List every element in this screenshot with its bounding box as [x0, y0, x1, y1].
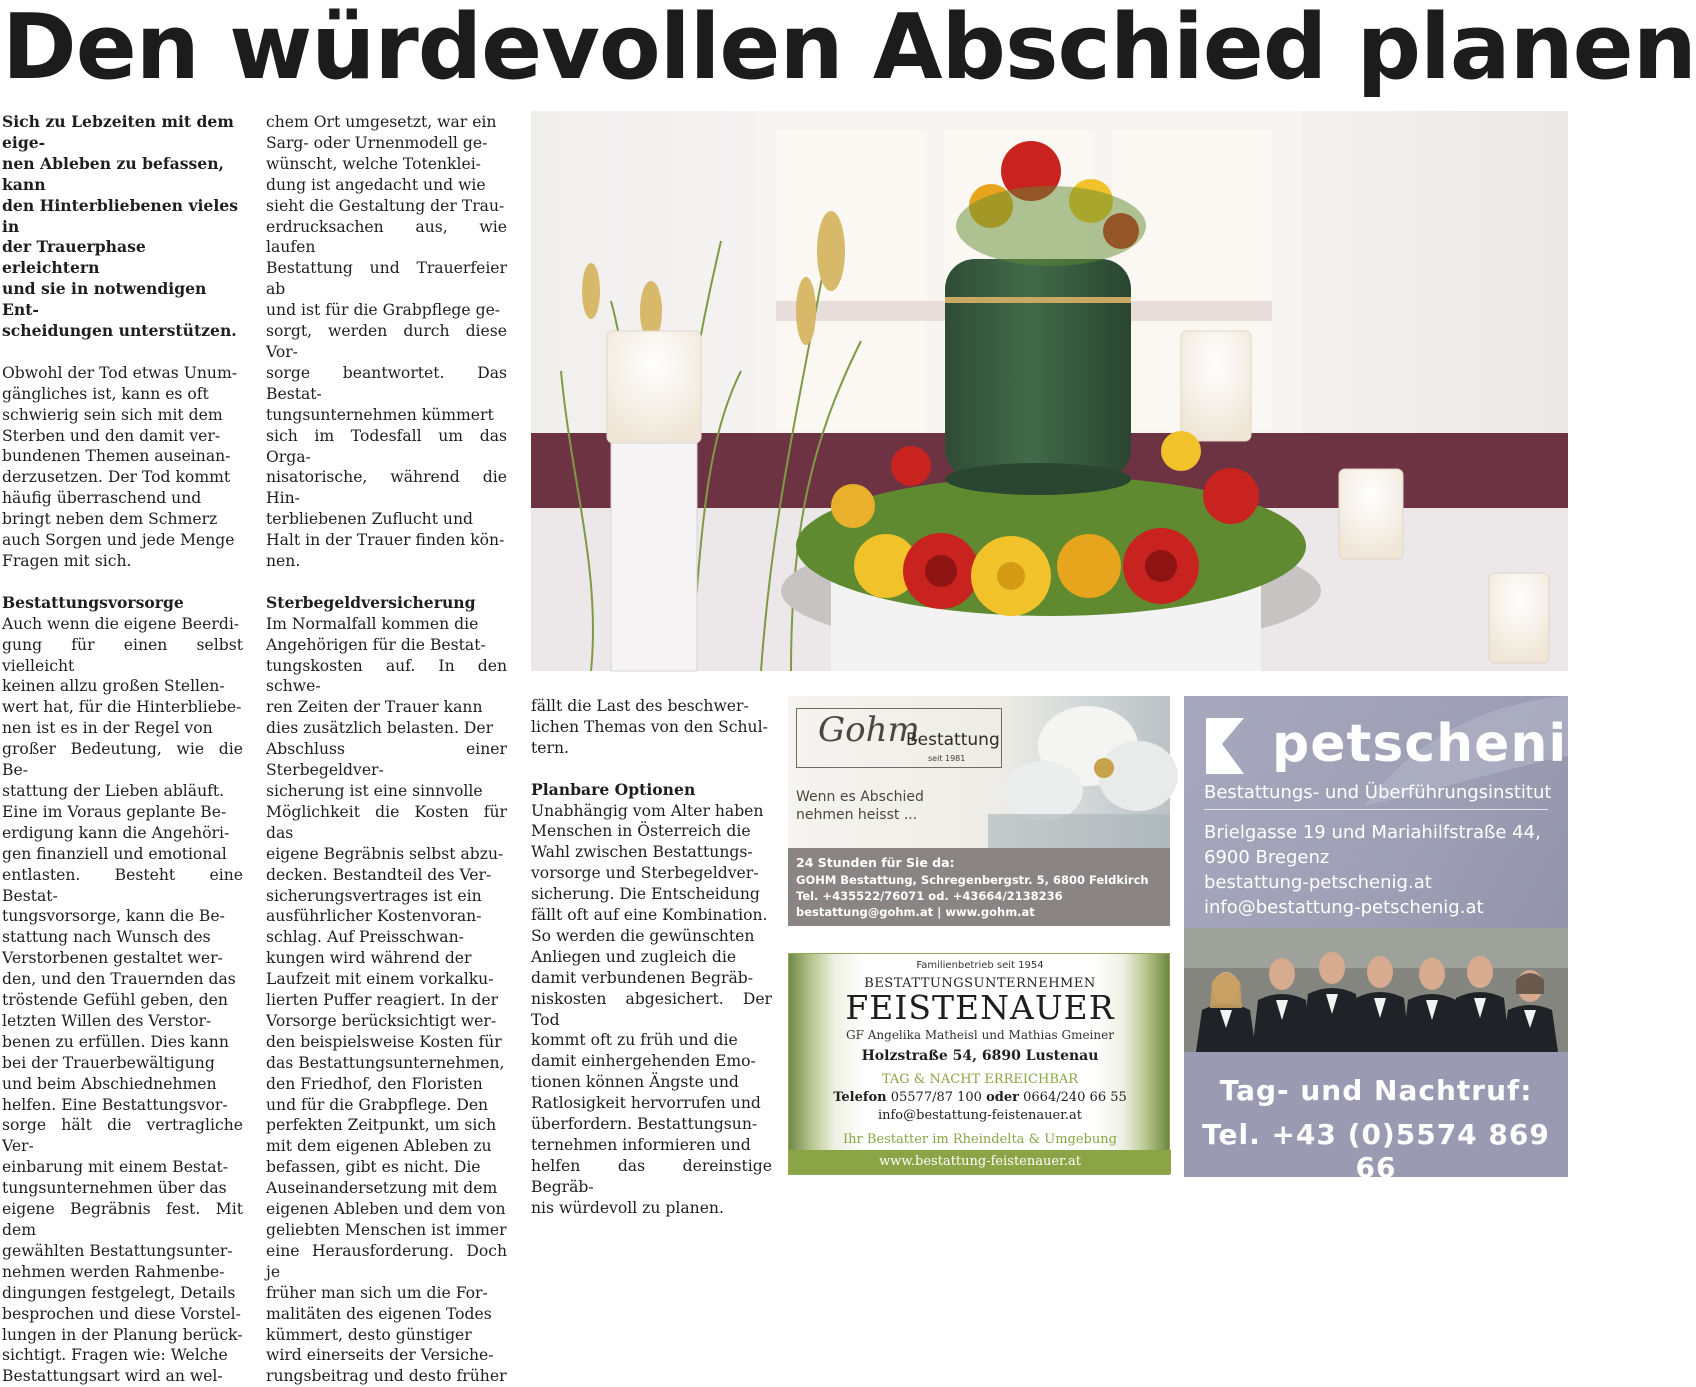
gohm-contact-heading: 24 Stunden für Sie da: — [796, 855, 955, 870]
gohm-since: seit 1981 — [928, 754, 966, 763]
text-line: Eine im Voraus geplante Be- — [2, 802, 227, 821]
text-line: Auseinandersetzung mit dem — [266, 1179, 498, 1198]
text-line: Möglichkeit die Kosten für das — [266, 802, 507, 842]
text-line: gung für einen selbst vielleicht — [2, 635, 243, 675]
text-line: dies zusätzlich belasten. Der — [266, 719, 494, 738]
text-line: ternehmen informieren und — [531, 1136, 751, 1155]
text-line: Brielgasse 19 und Mariahilfstraße 44, — [1204, 822, 1541, 843]
gohm-logo: Gohm — [818, 710, 920, 750]
petschenig-footer — [1184, 1052, 1568, 1184]
text-line: eine Herausforderung. Doch je — [266, 1241, 507, 1281]
text-line: überfordern. Bestattungsun- — [531, 1115, 758, 1134]
text-line: geliebten Menschen ist immer — [266, 1221, 507, 1240]
urn-flower-photo — [531, 111, 1568, 671]
text-line: stattung nach Wunsch des — [2, 928, 211, 947]
gohm-header — [788, 696, 1170, 848]
article-paragraph — [531, 696, 772, 759]
feist-web: www.bestattung-feistenauer.at — [789, 1150, 1171, 1174]
article-paragraph — [531, 801, 772, 1219]
text-line: lichen Themas von den Schul- — [531, 717, 768, 736]
text-line: Im Normalfall kommen die — [266, 614, 479, 633]
text-line: Anliegen und zugleich die — [531, 947, 737, 966]
text-line: ren Zeiten der Trauer kann — [266, 698, 483, 717]
text-line: sorgt, werden durch diese Vor- — [266, 322, 507, 361]
text-line: befassen, gibt es nicht. Die — [266, 1158, 481, 1177]
text-line: gen finanziell und emotional — [2, 844, 227, 863]
text-line: sicherungsvertrages ist ein — [266, 886, 482, 905]
text-line: großer Bedeutung, wie die Be- — [2, 740, 243, 780]
article-lead — [2, 112, 243, 342]
text-line: sieht die Gestaltung der Trau- — [266, 196, 505, 215]
feist-phone-2: 0664/240 66 55 — [1023, 1090, 1127, 1105]
text-line: wert hat, für die Hinterbliebe- — [2, 698, 242, 717]
text-line: dung ist angedacht und wie — [266, 175, 486, 194]
petschenig-call-label: Tag- und Nachtruf: — [1219, 1074, 1533, 1107]
text-line: nen ist es in der Regel von — [2, 719, 213, 738]
text-line: chem Ort umgesetzt, war ein — [266, 113, 497, 131]
text-line: tungskosten auf. In den schwe- — [266, 656, 507, 696]
text-line: helfen. Eine Bestattungsvor- — [2, 1095, 228, 1114]
text-line: Auch wenn die eigene Beerdi- — [2, 614, 240, 633]
text-line: und sie in notwendigen Ent- — [2, 279, 207, 320]
text-line: sorge hält die vertragliche Ver- — [2, 1116, 243, 1156]
text-line: den, und den Trauernden das — [2, 970, 236, 989]
text-line: damit einhergehenden Emo- — [531, 1052, 756, 1071]
text-line: Laufzeit mit einem vorkalku- — [266, 970, 494, 989]
text-line: und beim Abschiednehmen — [2, 1074, 217, 1093]
text-line: wünscht, welche Totenklei- — [266, 154, 481, 173]
text-line: tungsunternehmen über das — [2, 1179, 227, 1198]
text-line: nen. — [266, 552, 301, 571]
text-line: So werden die gewünschten — [531, 926, 755, 945]
text-line: und für die Grabpflege. Den — [266, 1095, 489, 1114]
feist-gf: GF Angelika Matheisl und Mathias Gmeiner — [846, 1028, 1114, 1042]
text-line: den Friedhof, den Floristen — [266, 1074, 483, 1093]
text-line: Fragen mit sich. — [2, 552, 132, 571]
feist-address: Holzstraße 54, 6890 Lustenau — [861, 1048, 1099, 1064]
text-line: nis würdevoll zu planen. — [531, 1198, 724, 1217]
text-line: Angehörigen für die Bestat- — [266, 635, 486, 654]
text-line: Halt in der Trauer finden kön- — [266, 531, 505, 550]
text-line: fällt oft auf eine Kombination. — [531, 906, 768, 925]
text-line: erdrucksachen aus, wie laufen — [266, 217, 507, 257]
text-line: stattung der Lieben abläuft. — [2, 781, 225, 800]
gohm-web: bestattung@gohm.at | www.gohm.at — [796, 905, 1035, 919]
text-line: sichtigt. Fragen wie: Welche — [2, 1346, 228, 1365]
petschenig-header — [1184, 696, 1606, 928]
text-line: niskosten abgesichert. Der Tod — [531, 989, 772, 1029]
text-line: Sarg- oder Urnenmodell ge- — [266, 133, 488, 152]
gohm-address: GOHM Bestattung, Schregenbergstr. 5, 6800 Feldkirch — [796, 873, 1149, 887]
petschenig-logo: petschenig — [1272, 714, 1606, 774]
text-line: entlasten. Besteht eine Bestat- — [2, 865, 243, 905]
text-line: kümmert, desto günstiger — [266, 1325, 472, 1344]
text-line: benen zu erfüllen. Dies kann — [2, 1032, 229, 1051]
text-line: häufig überraschend und — [2, 489, 202, 508]
text-line: Ratlosigkeit hervorrufen und — [531, 1094, 761, 1113]
text-line: eigene Begräbnis fest. Mit dem — [2, 1200, 243, 1239]
text-line: Wahl zwischen Bestattungs- — [531, 843, 753, 862]
text-line: kommt oft zu früh und die — [531, 1031, 738, 1050]
text-line: fällt die Last des beschwer- — [531, 697, 749, 715]
article-column-1 — [2, 112, 243, 1387]
feist-phone-or: oder — [986, 1090, 1019, 1105]
text-line: sorge beantwortet. Das Bestat- — [266, 363, 507, 403]
text-line: kungen wird während der — [266, 949, 472, 968]
text-line: tungsunternehmen kümmert — [266, 405, 494, 424]
text-line: nen Ableben zu befassen, kann — [2, 153, 224, 194]
text-line: früher man sich um die For- — [266, 1283, 488, 1302]
section-heading: Bestattungsvorsorge — [2, 592, 184, 612]
text-line: damit verbundenen Begräb- — [531, 968, 753, 987]
article-paragraph — [266, 614, 507, 1387]
text-line: einbarung mit einem Bestat- — [2, 1158, 229, 1177]
text-line: den Hinterbliebenen vieles in — [2, 195, 238, 236]
text-line: bestattung-petschenig.at — [1204, 872, 1432, 893]
petschenig-subtitle: Bestattungs- und Überführungsinstitut — [1204, 782, 1552, 803]
text-line: tern. — [531, 738, 569, 757]
text-line: info@bestattung-petschenig.at — [1204, 897, 1484, 918]
text-line: sicherung ist eine sinnvolle — [266, 781, 483, 800]
petschenig-divider — [1204, 809, 1548, 810]
text-line: nehmen heisst ... — [796, 807, 918, 823]
text-line: keinen allzu großen Stellen- — [2, 677, 225, 696]
gohm-slogan — [796, 788, 956, 824]
section-heading: Planbare Optionen — [531, 779, 696, 799]
text-line: Sich zu Lebzeiten mit dem eige- — [2, 112, 234, 152]
text-line: ausführlicher Kostenvoran- — [266, 907, 482, 926]
feist-hours: TAG & NACHT ERREICHBAR — [881, 1072, 1079, 1087]
text-line: gewählten Bestattungsunter- — [2, 1241, 233, 1260]
text-line: sicherung. Die Entscheidung — [531, 885, 760, 904]
text-line: erdigung kann die Angehöri- — [2, 823, 230, 842]
text-line: derzusetzen. Der Tod kommt — [2, 468, 231, 487]
text-line: bei der Trauerbewältigung — [2, 1053, 215, 1072]
section-heading: Sterbegeldversicherung — [266, 592, 476, 612]
text-line: perfekten Zeitpunkt, um sich — [266, 1116, 497, 1135]
text-line: und ist für die Grabpflege ge- — [266, 301, 501, 320]
text-line: Menschen in Österreich die — [531, 822, 751, 841]
text-line: scheidungen unterstützen. — [2, 321, 237, 341]
text-line: schwierig sein sich mit dem — [2, 405, 223, 424]
text-line: malitäten des eigenen Todes — [266, 1304, 492, 1323]
urn-photo-illustration — [531, 111, 1568, 671]
feist-phone — [789, 1090, 1171, 1105]
text-line: sich im Todesfall um das Orga- — [266, 426, 507, 466]
text-line: terbliebenen Zuflucht und — [266, 510, 474, 529]
text-line: schlag. Auf Preisschwan- — [266, 928, 464, 947]
text-line: gängliches ist, kann es oft — [2, 384, 209, 403]
text-line: eigene Begräbnis selbst abzu- — [266, 844, 504, 863]
text-line: Sterben und den damit ver- — [2, 426, 221, 445]
gohm-phone: Tel. +435522/76071 od. +43664/2138236 — [796, 889, 1063, 903]
feist-email: info@bestattung-feistenauer.at — [877, 1108, 1083, 1123]
petschenig-phone: Tel. +43 (0)5574 869 66 — [1202, 1118, 1550, 1184]
article-paragraph — [2, 363, 243, 572]
ad-petschenig — [1184, 696, 1606, 1184]
text-line: helfen das dereinstige Begräb- — [531, 1156, 772, 1196]
text-line: tionen können Ängste und — [531, 1073, 739, 1092]
text-line: rungsbeitrag und desto früher — [266, 1367, 507, 1386]
text-line: Obwohl der Tod etwas Unum- — [2, 363, 238, 382]
text-line: Abschluss einer Sterbegeldver- — [266, 740, 507, 780]
article-column-3 — [531, 696, 772, 1219]
ad-feistenauer — [788, 953, 1170, 1175]
petschenig-address — [1204, 820, 1541, 920]
article-column-2 — [266, 112, 507, 1387]
text-line: tröstende Gefühl geben, den — [2, 991, 228, 1010]
feist-tagline: Ihr Bestatter im Rheindelta & Umgebung — [843, 1132, 1117, 1147]
text-line: bringt neben dem Schmerz — [2, 510, 218, 529]
text-line: mit dem eigenen Ableben zu — [266, 1137, 492, 1156]
team-photo-illustration — [1184, 928, 1568, 1052]
text-line: eigenen Ableben und dem von — [266, 1200, 506, 1219]
feist-kicker: BESTATTUNGSUNTERNEHMEN — [864, 976, 1096, 991]
text-line: vorsorge und Sterbegeldver- — [531, 864, 759, 883]
text-line: Bestattungsart wird an wel- — [2, 1367, 223, 1386]
feist-phone-1: 05577/87 100 — [890, 1090, 982, 1105]
gohm-logo-word: Bestattung — [906, 730, 1000, 750]
article-paragraph — [266, 112, 507, 572]
team-photo — [1184, 928, 1568, 1052]
ad-gohm-bestattung — [788, 696, 1170, 926]
text-line: den beispielsweise Kosten für — [266, 1032, 502, 1051]
text-line: lungen in der Planung berück- — [2, 1325, 243, 1344]
text-line: auch Sorgen und jede Menge — [2, 531, 235, 550]
text-line: dingungen festgelegt, Details — [2, 1283, 236, 1302]
text-line: Unabhängig vom Alter haben — [531, 801, 764, 820]
text-line: der Trauerphase erleichtern — [2, 237, 146, 278]
headline: Den würdevollen Abschied planen — [2, 0, 1696, 100]
feist-name: FEISTENAUER — [845, 988, 1115, 1027]
feist-phone-label: Telefon — [833, 1090, 887, 1105]
text-line: das Bestattungsunternehmen, — [266, 1053, 505, 1072]
text-line: Vorsorge berücksichtigt wer- — [266, 1011, 497, 1030]
text-line: tungsvorsorge, kann die Be- — [2, 907, 225, 926]
text-line: besprochen und diese Vorstel- — [2, 1304, 241, 1323]
text-line: nisatorische, während die Hin- — [266, 468, 507, 508]
text-line: Bestattung und Trauerfeier ab — [266, 259, 507, 299]
article-paragraph — [2, 614, 243, 1387]
gohm-contact — [788, 848, 1170, 926]
text-line: bundenen Themen auseinan- — [2, 447, 231, 466]
text-line: nehmen werden Rahmenbe- — [2, 1262, 225, 1281]
feist-family: Familienbetrieb seit 1954 — [916, 960, 1044, 971]
text-line: wird einerseits der Versiche- — [266, 1346, 494, 1365]
text-line: 6900 Bregenz — [1204, 847, 1330, 868]
text-line: lierten Puffer reagiert. In der — [266, 991, 499, 1010]
text-line: decken. Bestandteil des Ver- — [266, 865, 492, 884]
text-line: letzten Willen des Verstor- — [2, 1011, 212, 1030]
text-line: Wenn es Abschied — [796, 789, 924, 805]
text-line: Verstorbenen gestaltet wer- — [2, 949, 223, 968]
